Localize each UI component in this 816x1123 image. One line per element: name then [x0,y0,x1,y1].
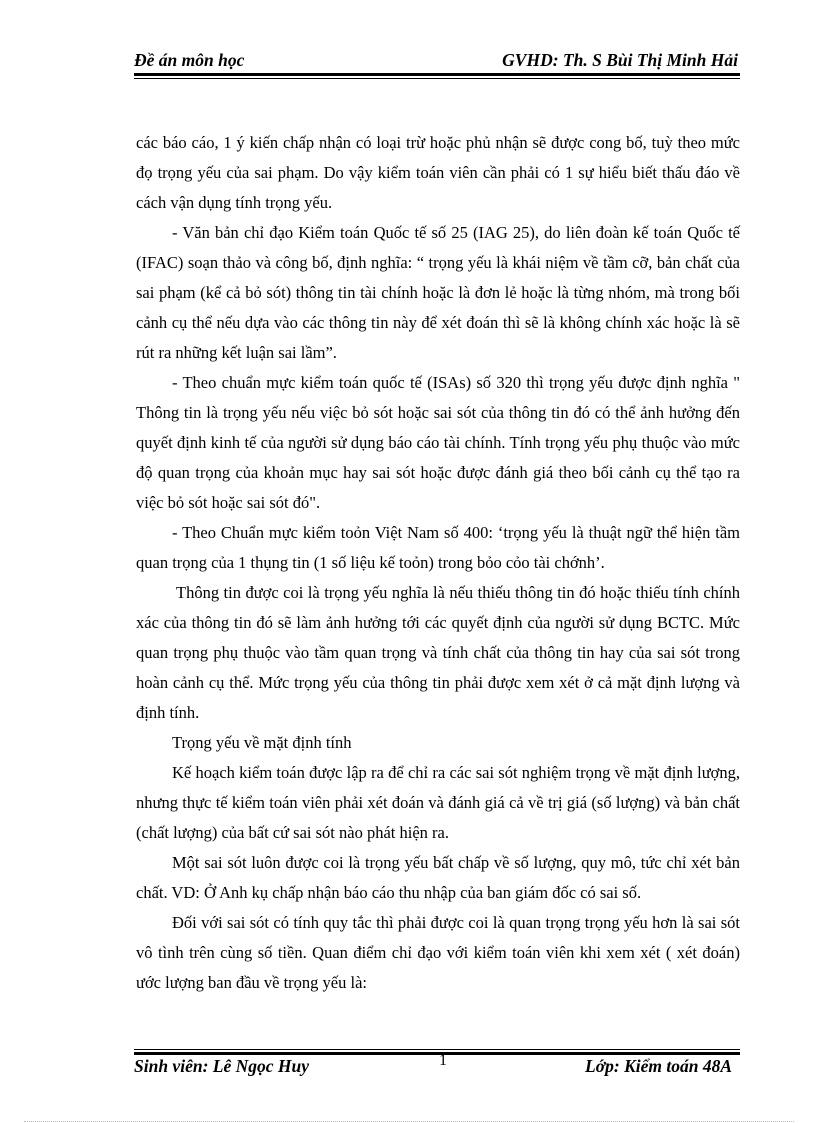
page-footer [134,1054,740,1078]
footer-class: Lớp: Kiểm toán 48A [585,1056,732,1076]
body-paragraph: Đối với sai sót có tính quy tắc thì phải được coi là quan trọng trọng yếu hơn là sai sót vô tình trên cùng số tiền. Quan điểm chỉ đạo với kiểm toán viên khi xem xét ( xét đoán) ước lượng ban đầu về trọng yếu là: [136,913,740,992]
body-paragraph: Thông tin được coi là trọng yếu nghĩa là nếu thiếu thông tin đó hoặc thiếu tính chính xác của thông tin đó sẽ làm ảnh hưởng tới các quyết định của người sử dụng BCTC. Mức quan trọng phụ thuộc vào tầm quan trọng và tính chất của thông tin hay của sai sót trong hoàn cảnh cụ thể. Mức trọng yếu của thông tin phải được xem xét ở cả mặt định lượng và định tính. [136,583,740,722]
body-paragraph: các báo cáo, 1 ý kiến chấp nhận có loại trừ hoặc phủ nhận sẽ được cong bố, tuỳ theo mức đọ trọng yếu của sai phạm. Do vậy kiểm toán viên cần phải có 1 sự hiểu biết thấu đáo về cách vận dụng tính trọng yếu. [136,133,740,212]
footer-student: Sinh viên: Lê Ngọc Huy [134,1056,309,1076]
section-heading: Trọng yếu về mặt định tính [172,733,352,752]
page-edge-dotted-line [24,1121,794,1122]
header-course-title: Đề án môn học [134,50,245,70]
header-rule-thick [134,73,740,76]
document-body [136,128,740,998]
header-rule-thin [134,78,740,79]
body-paragraph: - Theo chuẩn mực kiểm toán quốc tế (ISAs) số 320 thì trọng yếu được định nghĩa " Thông tin là trọng yếu nếu việc bỏ sót hoặc sai sót của thông tin đó có thể ảnh hưởng đến quyết định kinh tế của người sử dụng báo cáo tài chính. Tính trọng yếu phụ thuộc vào mức độ quan trọng của khoản mục hay sai sót hoặc được đánh giá theo bối cảnh cụ thể tạo ra việc bỏ sót hoặc sai sót đó". [136,373,740,512]
page-number: 1 [439,1052,447,1069]
header-advisor: GVHD: Th. S Bùi Thị Minh Hải [502,50,738,70]
body-paragraph: Một sai sót luôn được coi là trọng yếu bất chấp về số lượng, quy mô, tức chỉ xét bản chất. VD: Ở Anh kụ chấp nhận báo cáo thu nhập của ban giám đốc có sai số. [136,853,740,902]
body-paragraph: Kế hoạch kiểm toán được lập ra để chỉ ra các sai sót nghiệm trọng về mặt định lượng, nhưng thực tế kiểm toán viên phải xét đoán và đánh giá cả về trị giá (số lượng) và bản chất (chất lượng) của bất cứ sai sót nào phát hiện ra. [136,763,740,842]
body-paragraph: - Văn bản chỉ đạo Kiểm toán Quốc tế số 25 (IAG 25), do liên đoàn kế toán Quốc tế (IFAC) soạn thảo và công bố, định nghĩa: “ trọng yếu là khái niệm về tầm cỡ, bản chất của sai phạm (kể cả bỏ sót) thông tin tài chính hoặc là đơn lẻ hoặc là từng nhóm, mà trong bối cảnh cụ thể nếu dựa vào các thông tin này để xét đoán thì sẽ là không chính xác hoặc là sẽ rút ra những kết luận sai lầm”. [136,223,740,362]
page-header [134,50,740,72]
body-paragraph: - Theo Chuẩn mực kiểm toỏn Việt Nam số 400: ‘trọng yếu là thuật ngữ thể hiện tầm quan trọng của 1 thụng tin (1 số liệu kế toỏn) trong bỏo cỏo tài chớnh’. [136,523,740,572]
footer-rule-thin [134,1049,740,1050]
